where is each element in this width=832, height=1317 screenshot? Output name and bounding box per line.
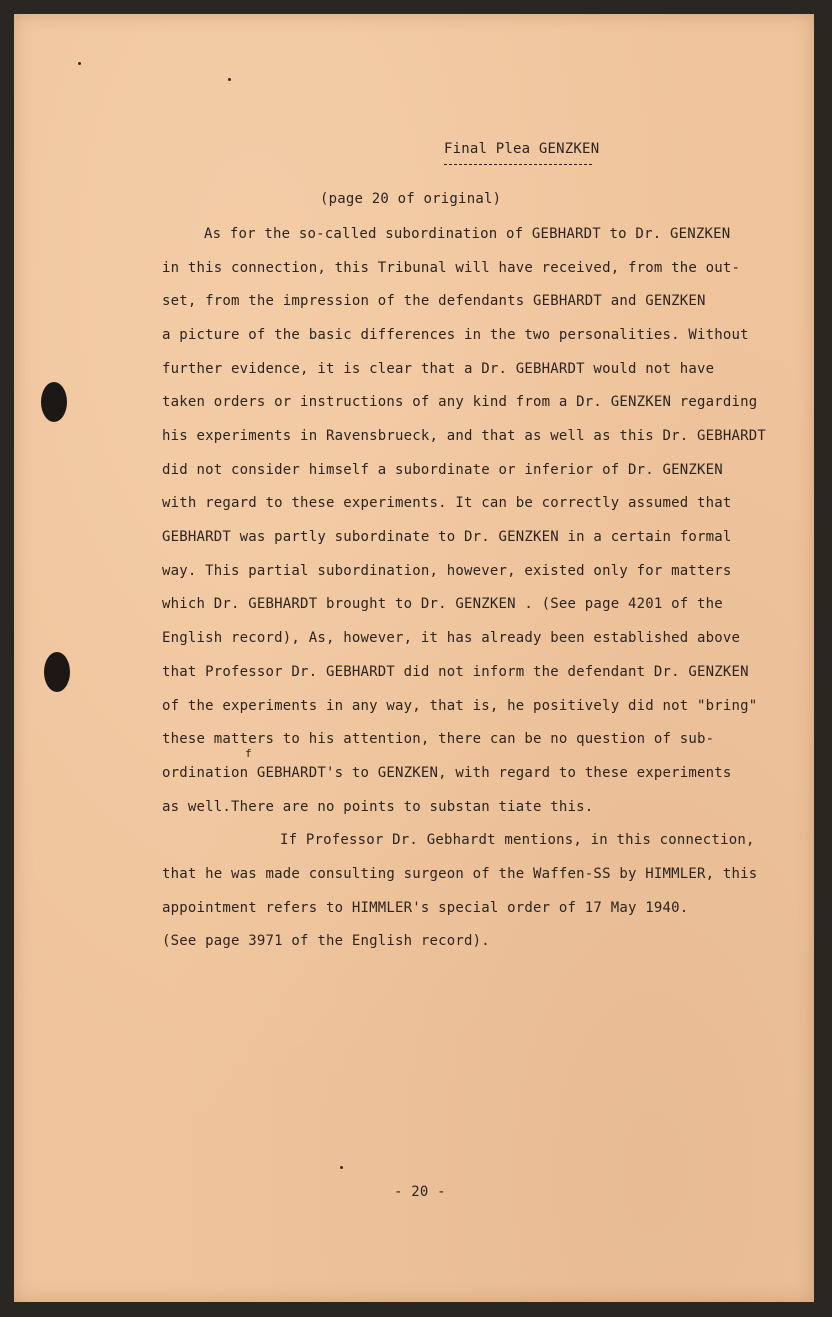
text-line: appointment refers to HIMMLER's special order of 17 May 1940. bbox=[162, 900, 689, 916]
text-line: as well.There are no points to substan tiate this. bbox=[162, 799, 594, 815]
text-line: his experiments in Ravensbrueck, and that as well as this Dr. GEBHARDT bbox=[162, 428, 767, 444]
text-line: in this connection, this Tribunal will have received, from the out- bbox=[162, 260, 741, 276]
text-line: that he was made consulting surgeon of the Waffen-SS by HIMMLER, this bbox=[162, 866, 758, 882]
ink-speck bbox=[78, 62, 81, 65]
text-line: of the experiments in any way, that is, he positively did not "bring" bbox=[162, 698, 758, 714]
text-line: with regard to these experiments. It can be correctly assumed that bbox=[162, 495, 732, 511]
text-line: If Professor Dr. Gebhardt mentions, in this connection, bbox=[280, 832, 755, 848]
ink-speck bbox=[228, 78, 231, 81]
document-page bbox=[14, 14, 814, 1302]
text-line: these matters to his attention, there can be no question of sub- bbox=[162, 731, 715, 747]
text-line: As for the so-called subordination of GEBHARDT to Dr. GENZKEN bbox=[204, 226, 731, 242]
handwritten-insertion-mark: f bbox=[245, 747, 252, 760]
text-line: (See page 3971 of the English record). bbox=[162, 933, 490, 949]
text-line: taken orders or instructions of any kind from a Dr. GENZKEN regarding bbox=[162, 394, 758, 410]
text-line: further evidence, it is clear that a Dr. GEBHARDT would not have bbox=[162, 361, 715, 377]
text-line: did not consider himself a subordinate or inferior of Dr. GENZKEN bbox=[162, 462, 723, 478]
punch-hole bbox=[44, 652, 70, 692]
page-number: - 20 - bbox=[394, 1184, 446, 1200]
text-line: set, from the impression of the defendants GEBHARDT and GENZKEN bbox=[162, 293, 706, 309]
document-title: Final Plea GENZKEN bbox=[444, 141, 600, 157]
document-subtitle: (page 20 of original) bbox=[320, 191, 502, 207]
text-line: ordination GEBHARDT's to GENZKEN, with regard to these experiments bbox=[162, 765, 732, 781]
text-line: that Professor Dr. GEBHARDT did not inform the defendant Dr. GENZKEN bbox=[162, 664, 749, 680]
ink-speck bbox=[340, 1166, 343, 1169]
text-line: a picture of the basic differences in the two personalities. Without bbox=[162, 327, 749, 343]
text-line: which Dr. GEBHARDT brought to Dr. GENZKEN . (See page 4201 of the bbox=[162, 596, 723, 612]
text-line: English record), As, however, it has already been established above bbox=[162, 630, 741, 646]
punch-hole bbox=[41, 382, 67, 422]
text-line: way. This partial subordination, however, existed only for matters bbox=[162, 563, 732, 579]
text-line: GEBHARDT was partly subordinate to Dr. GENZKEN in a certain formal bbox=[162, 529, 732, 545]
title-underline bbox=[444, 164, 592, 165]
